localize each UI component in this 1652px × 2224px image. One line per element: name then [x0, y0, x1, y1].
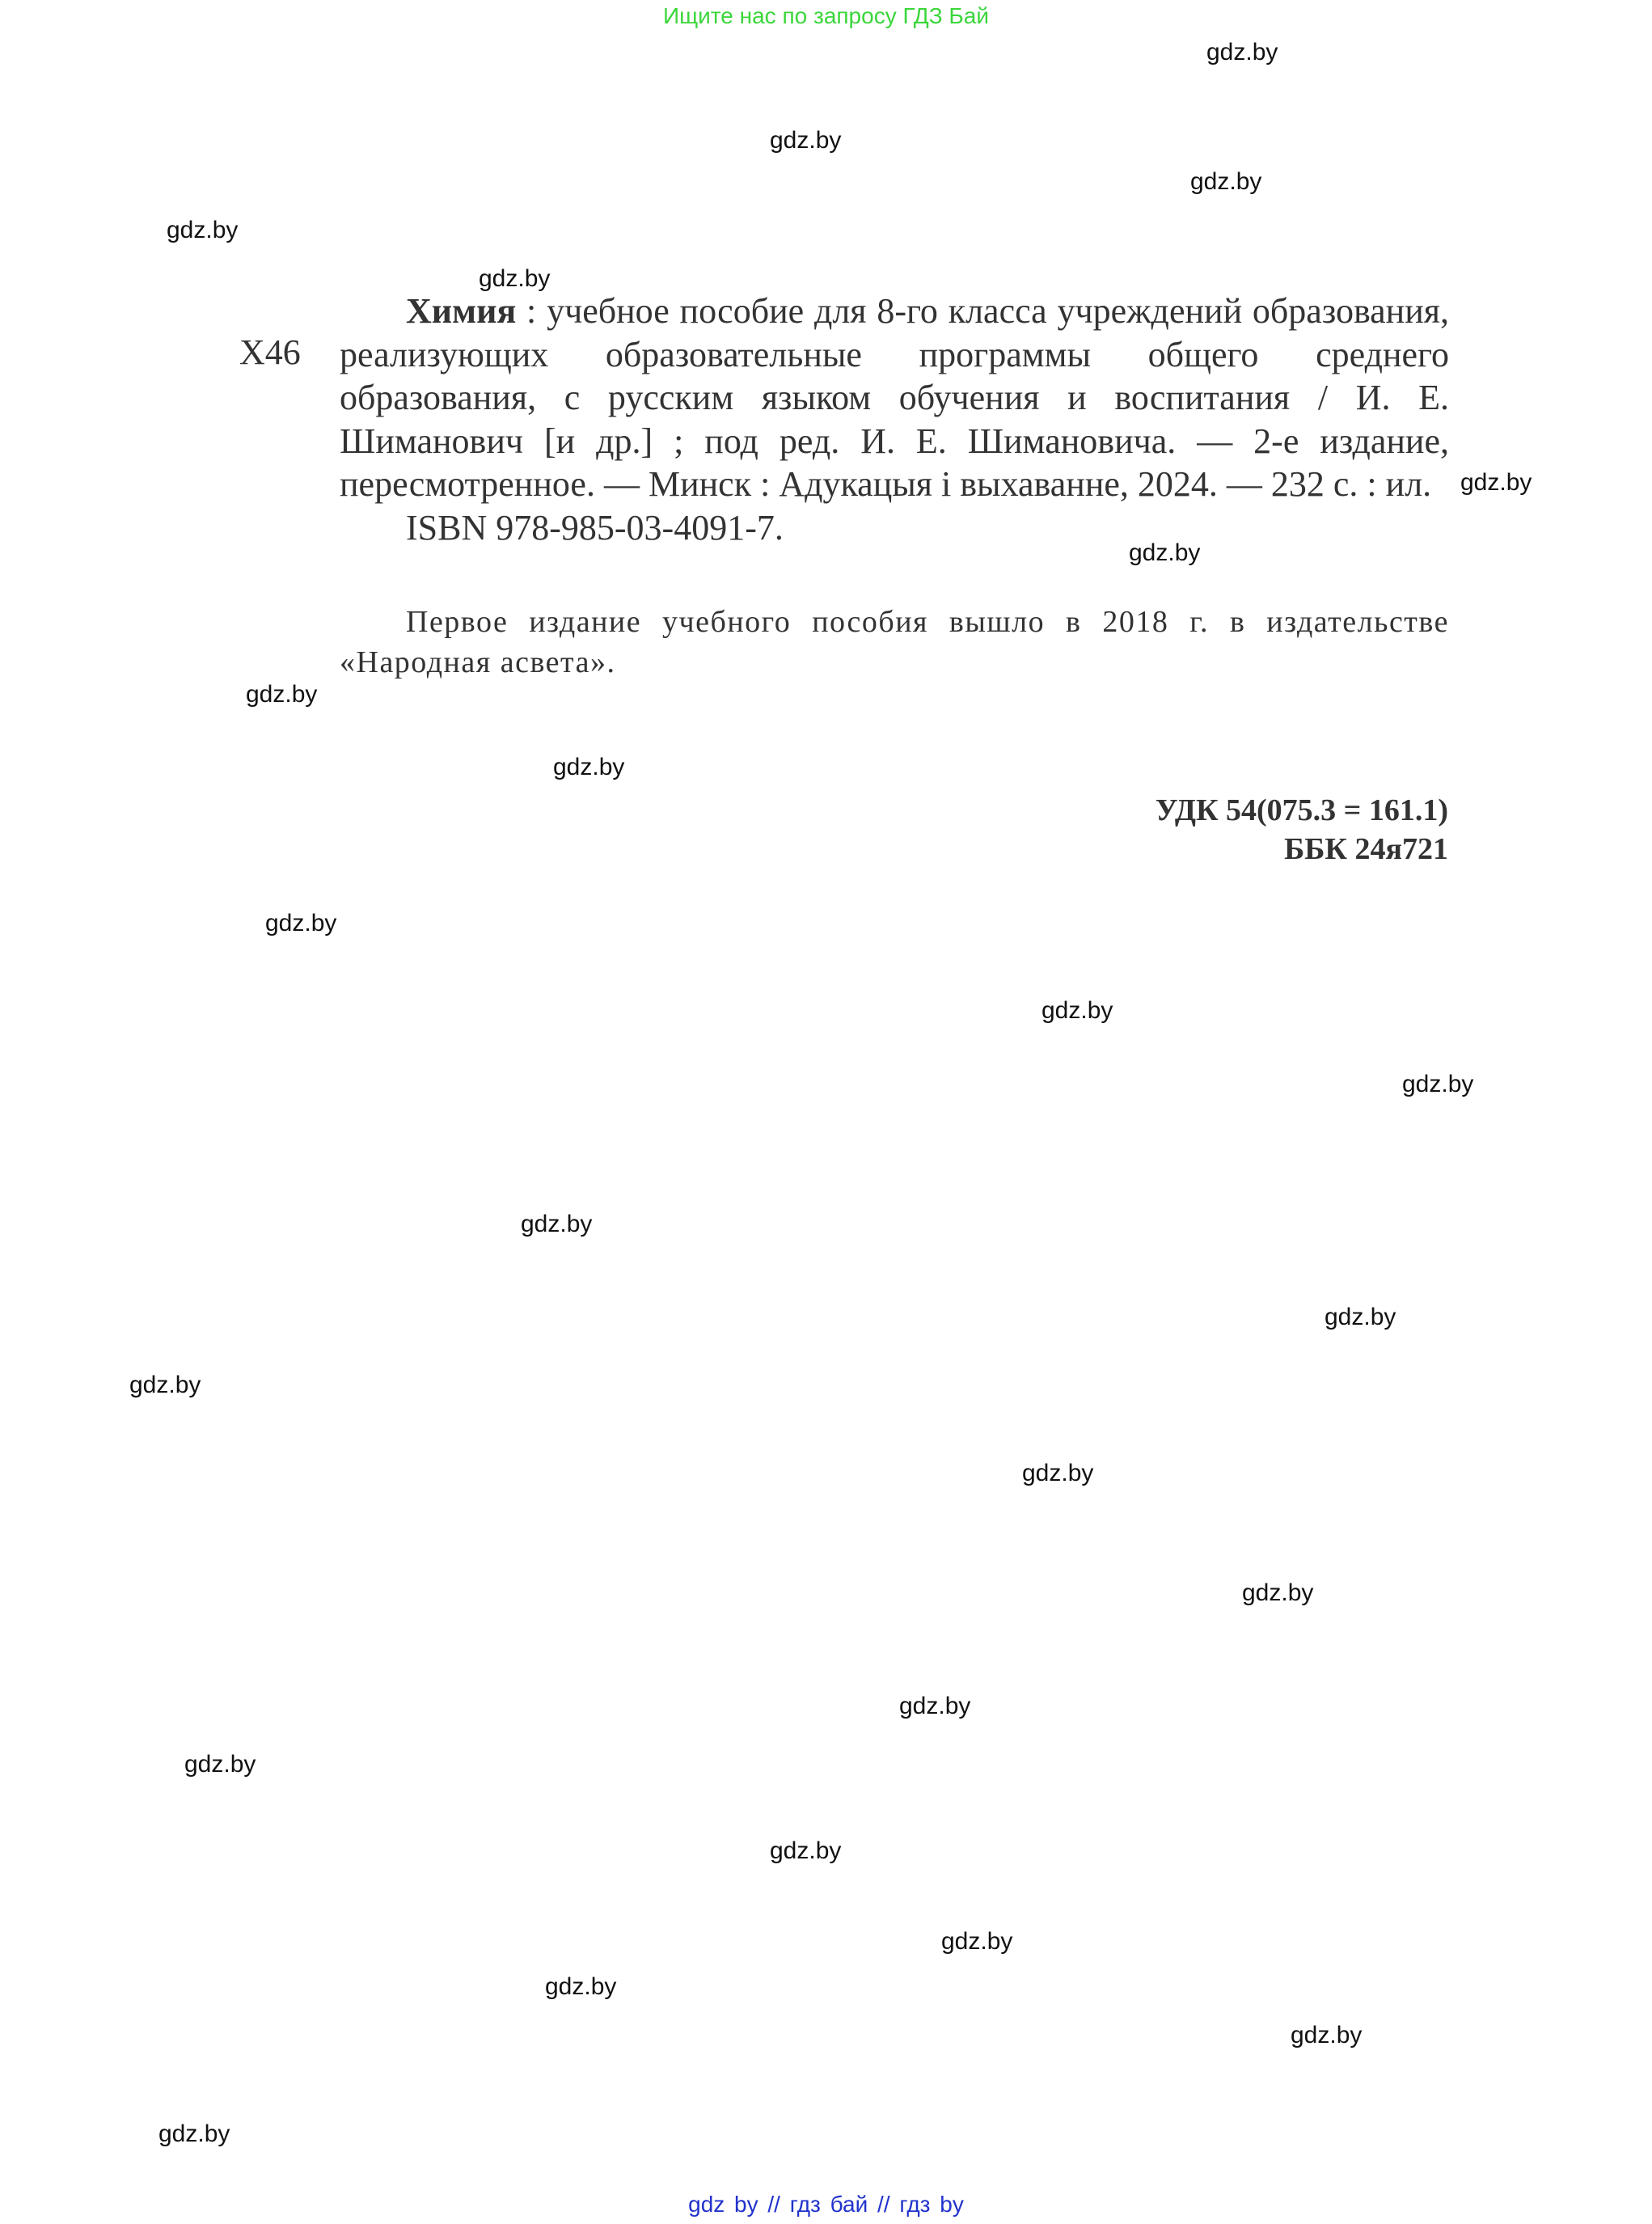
watermark: gdz.by [158, 2120, 230, 2147]
watermark: gdz.by [553, 754, 625, 780]
watermark: gdz.by [1460, 469, 1532, 496]
bibliographic-entry [340, 290, 1449, 549]
top-banner[interactable]: Ищите нас по запросу ГДЗ Бай [662, 3, 990, 28]
watermark: gdz.by [1206, 39, 1278, 66]
watermark: gdz.by [184, 1751, 256, 1778]
watermark: gdz.by [1190, 168, 1262, 195]
entry-body: : учебное пособие для 8-го класса учреждений образования, реализующих образовательные программы общего среднего образования, с русским языком обучения и воспитания / И. Е. Шиманович [и др.] ; под ред. И. Е. Шимановича. — 2-е издание, пересмотренное. — Минск : Адукацыя і выхаванне, 2024. — 232 с. : ил. [340, 291, 1449, 504]
watermark: gdz.by [1325, 1304, 1396, 1330]
watermark: gdz.by [899, 1693, 971, 1719]
watermark: gdz.by [941, 1928, 1013, 1955]
classification-code: Х46 [239, 332, 301, 372]
edition-note-text: Первое издание учебного пособия вышло в 2018 г. в издательстве «Народная асвета». [340, 605, 1449, 679]
watermark: gdz.by [1022, 1460, 1094, 1486]
watermark: gdz.by [770, 1837, 842, 1864]
udk: УДК 54(075.3 = 161.1) [1155, 793, 1448, 827]
watermark: gdz.by [265, 910, 337, 937]
watermark: gdz.by [1129, 539, 1201, 566]
watermark: gdz.by [1402, 1071, 1474, 1097]
watermark: gdz.by [545, 1973, 617, 2000]
isbn: ISBN 978-985-03-4091-7. [406, 507, 784, 548]
watermark: gdz.by [129, 1372, 201, 1398]
classification-block [1156, 791, 1448, 869]
watermark: gdz.by [521, 1211, 593, 1237]
watermark: gdz.by [167, 217, 239, 243]
watermark: gdz.by [1242, 1579, 1314, 1606]
bbk: ББК 24я721 [1284, 832, 1448, 866]
watermark: gdz.by [1041, 997, 1113, 1024]
watermark: gdz.by [770, 127, 842, 154]
edition-note [340, 602, 1449, 683]
bottom-links[interactable]: gdz by // гдз бай // гдз by [688, 2192, 964, 2217]
watermark: gdz.by [246, 681, 318, 708]
watermark: gdz.by [1291, 2022, 1363, 2049]
entry-description [340, 290, 1449, 506]
watermark: gdz.by [479, 265, 551, 292]
entry-title: Химия [406, 291, 517, 331]
